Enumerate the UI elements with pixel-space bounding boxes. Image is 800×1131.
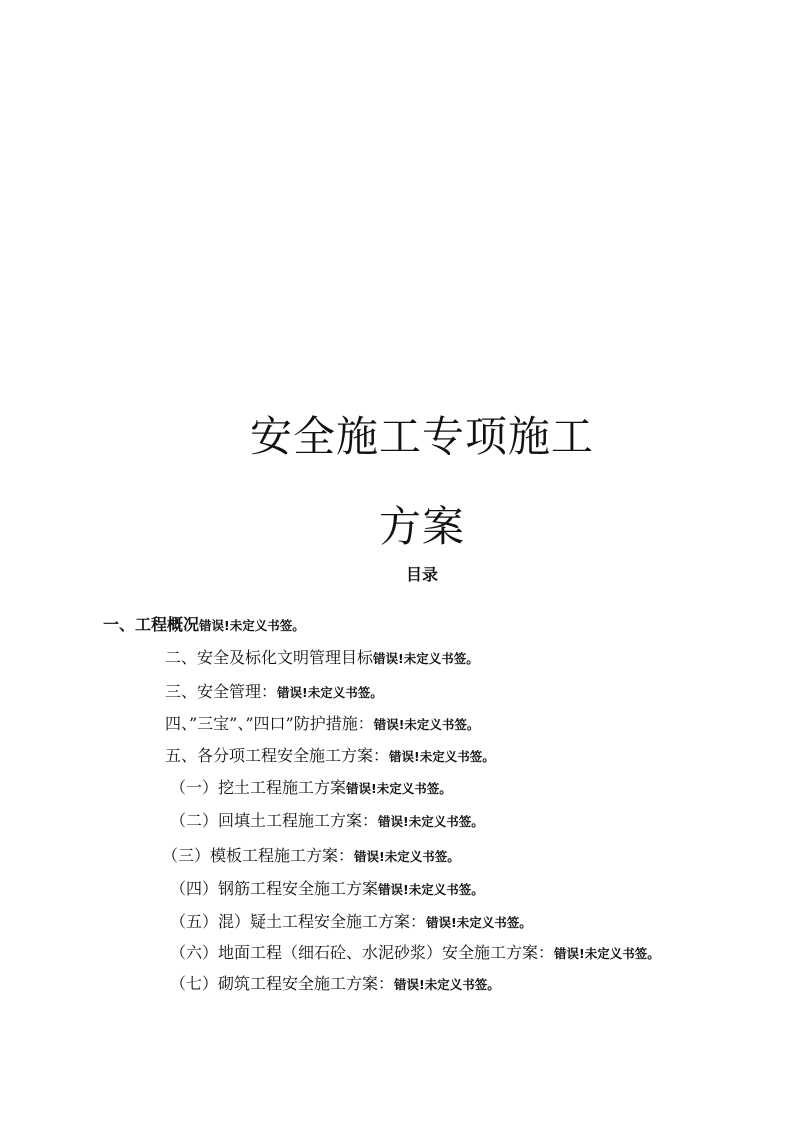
toc-item-error: 错误!未定义书签。 [426,915,532,930]
toc-item[interactable] [170,940,660,963]
toc-item-label: （三）模板工程施工方案： [162,846,355,865]
toc-item-label: （六）地面工程（细石砼、水泥砂浆）安全施工方案： [170,943,555,962]
toc-item[interactable] [165,743,495,766]
toc-item[interactable] [170,876,484,899]
toc-item[interactable] [170,909,532,932]
toc-item[interactable] [165,645,479,668]
toc-item-error: 错误!未定义书签。 [378,882,484,897]
toc-item-label: （四）钢筋工程安全施工方案 [170,879,379,898]
toc-item-label: （五）混）疑土工程安全施工方案： [170,912,427,931]
toc-item-error: 错误!未定义书签。 [389,749,495,764]
toc-item[interactable] [165,679,383,702]
toc-item-error: 错误!未定义书签。 [373,651,479,666]
toc-item-error: 错误!未定义书签。 [354,849,460,864]
toc-item[interactable] [165,711,479,734]
toc-item-label: 三、安全管理： [165,682,278,701]
toc-item-label: 五、各分项工程安全施工方案： [165,746,390,765]
toc-item[interactable] [170,775,452,798]
toc-item[interactable] [103,612,305,635]
document-title-line-2: 方案 [378,502,465,551]
toc-item-error: 错误!未定义书签。 [378,814,484,829]
toc-item[interactable] [170,971,500,994]
toc-item-label: 一、工程概况 [103,615,200,634]
toc-item-error: 错误!未定义书签。 [554,946,660,961]
toc-item-error: 错误!未定义书签。 [394,977,500,992]
toc-item-label: （二）回填土工程施工方案： [170,811,379,830]
toc-item-label: （一）挖土工程施工方案 [170,778,347,797]
toc-item[interactable] [162,843,460,866]
toc-item-label: 四、”三宝”、”四口”防护措施： [165,714,374,733]
toc-item[interactable] [170,808,484,831]
document-title-line-1: 安全施工专项施工 [249,412,594,461]
toc-item-error: 错误!未定义书签。 [277,685,383,700]
toc-heading: 目录 [405,565,438,584]
toc-item-label: 二、安全及标化文明管理目标 [165,648,374,667]
toc-item-error: 错误!未定义书签。 [346,781,452,796]
toc-item-label: （七）砌筑工程安全施工方案： [170,974,395,993]
toc-item-error: 错误!未定义书签。 [373,717,480,732]
toc-item-error: 错误!未定义书签。 [199,618,305,633]
